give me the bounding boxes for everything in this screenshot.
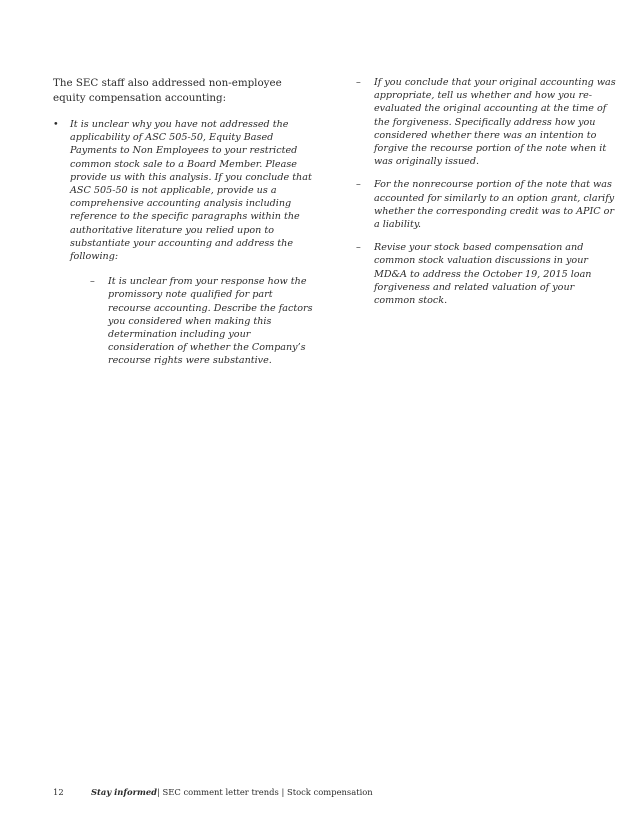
page-footer xyxy=(53,787,373,797)
right-item xyxy=(356,241,618,307)
footer-separator: | xyxy=(157,787,160,797)
bullet-text: It is unclear why you have not addressed the applicability of ASC 505-50, Equity Based Payments to Non Employees to your restricted common stock sale to a Board Member. Please provide us with this analysis. If you conclude that ASC 505-50 is not applicable, provide us a comprehensive accounting analysis including reference to the specific paragraphs within the authoritative literature you relied upon to substantiate your accounting and address the following: xyxy=(70,119,312,263)
bullet-body xyxy=(70,118,315,368)
page-number: 12 xyxy=(53,787,64,797)
intro-paragraph: The SEC staff also addressed non-employee equity compensation accounting: xyxy=(53,77,282,104)
sub-item-text: It is unclear from your response how the promissory note qualified for part recourse accounting. Describe the factors you considered when making this determination including your consideration of whether the Company’s recourse rights were substantive. xyxy=(108,276,313,367)
right-item xyxy=(356,178,618,231)
bullet-marker: • xyxy=(53,119,59,130)
right-column xyxy=(356,76,618,307)
left-column xyxy=(53,76,315,368)
right-item-text: If you conclude that your original accounting was appropriate, tell us whether and how you re-evaluated the original accounting at the time of the forgiveness. Specifically address how you considered whether there was an intention to forgive the recourse portion of the note when it was originally issued. xyxy=(374,77,616,168)
right-item-text: For the nonrecourse portion of the note that was accounted for similarly to an option grant, clarify whether the corresponding credit was to APIC or a liability. xyxy=(374,179,615,231)
footer-title: SEC comment letter trends | Stock compensation xyxy=(159,787,373,797)
sub-list xyxy=(90,275,315,367)
bullet-item xyxy=(53,118,315,368)
sub-item xyxy=(90,275,315,367)
dash-marker: – xyxy=(90,276,95,288)
right-item xyxy=(356,76,618,168)
series-name: Stay informed xyxy=(91,787,158,797)
right-item-text: Revise your stock based compensation and common stock valuation discussions in your MD&A to address the October 19, 2015 loan forgiveness and related valuation of your common stock. xyxy=(374,242,592,307)
dash-marker: – xyxy=(356,77,361,88)
dash-marker: – xyxy=(356,242,361,254)
dash-marker: – xyxy=(356,179,361,191)
